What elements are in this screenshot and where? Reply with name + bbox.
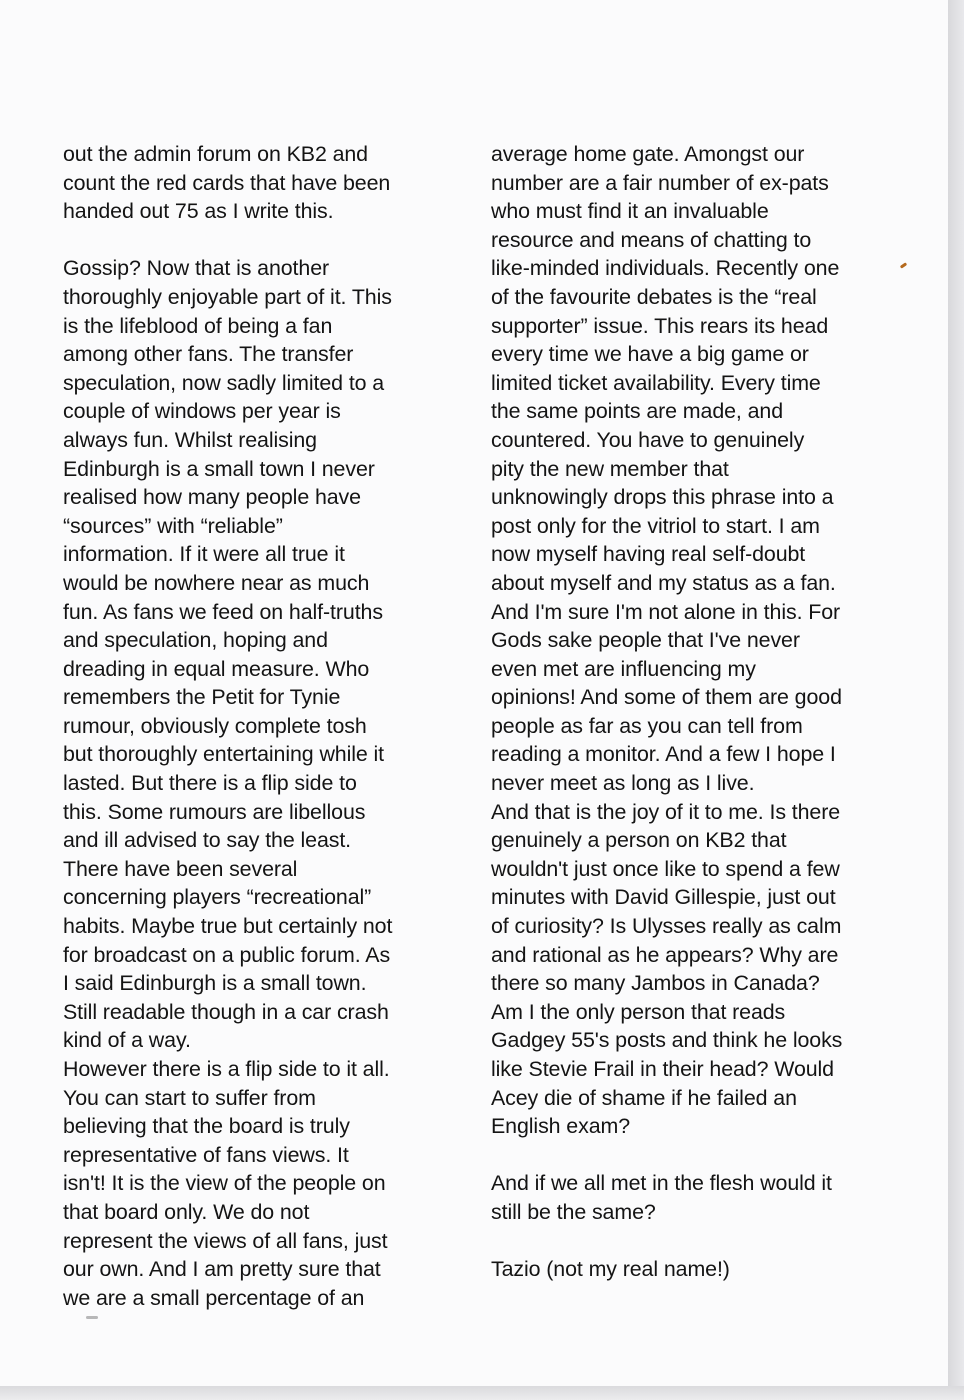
author-signature: Tazio (not my real name!) bbox=[491, 1257, 730, 1282]
text-line: resource and means of chatting to bbox=[491, 227, 812, 252]
text-line: would be nowhere near as much bbox=[63, 570, 370, 595]
text-line: Gossip? Now that is another bbox=[63, 256, 330, 281]
text-line: people as far as you can tell from bbox=[491, 713, 803, 738]
text-line: post only for the vitriol to start. I am bbox=[491, 513, 820, 538]
right-paragraph-2 bbox=[491, 1169, 911, 1226]
text-line: of the favourite debates is the “real bbox=[491, 284, 817, 309]
paper-scuff bbox=[86, 1316, 98, 1319]
text-line: rumour, obviously complete tosh bbox=[63, 713, 367, 738]
left-column bbox=[63, 140, 453, 1312]
text-line: this. Some rumours are libellous bbox=[63, 799, 366, 824]
text-line: but thoroughly entertaining while it bbox=[63, 742, 385, 767]
text-line: Gods sake people that I've never bbox=[491, 628, 800, 653]
text-line: concerning players “recreational” bbox=[63, 885, 372, 910]
text-line: fun. As fans we feed on half-truths bbox=[63, 599, 383, 624]
text-line: handed out 75 as I write this. bbox=[63, 199, 334, 224]
text-line: minutes with David Gillespie, just out bbox=[491, 885, 836, 910]
text-line: represent the views of all fans, just bbox=[63, 1228, 388, 1253]
text-line: And I'm sure I'm not alone in this. For bbox=[491, 599, 841, 624]
text-line: Gadgey 55's posts and think he looks bbox=[491, 1028, 843, 1053]
text-line: now myself having real self-doubt bbox=[491, 542, 806, 567]
right-column bbox=[491, 140, 911, 1284]
text-line: among other fans. The transfer bbox=[63, 342, 354, 367]
page-right-edge bbox=[948, 0, 964, 1400]
text-line: Acey die of shame if he failed an bbox=[491, 1085, 797, 1110]
text-line: Am I the only person that reads bbox=[491, 999, 786, 1024]
paragraph-gap bbox=[491, 1141, 911, 1170]
text-line: English exam? bbox=[491, 1114, 631, 1139]
text-line: wouldn't just once like to spend a few bbox=[491, 856, 840, 881]
paragraph-gap bbox=[491, 1227, 911, 1256]
text-line: You can start to suffer from bbox=[63, 1085, 316, 1110]
text-line: thoroughly enjoyable part of it. This bbox=[63, 284, 392, 309]
text-line: even met are influencing my bbox=[491, 656, 756, 681]
text-line: “sources” with “reliable” bbox=[63, 513, 283, 538]
text-line: realised how many people have bbox=[63, 485, 361, 510]
text-line: there so many Jambos in Canada? bbox=[491, 971, 820, 996]
page-bottom-edge bbox=[0, 1386, 964, 1400]
text-line: isn't! It is the view of the people on bbox=[63, 1171, 386, 1196]
text-line: representative of fans views. It bbox=[63, 1142, 349, 1167]
text-line: is the lifeblood of being a fan bbox=[63, 313, 333, 338]
text-line: about myself and my status as a fan. bbox=[491, 570, 836, 595]
text-line: we are a small percentage of an bbox=[63, 1285, 365, 1310]
text-line: habits. Maybe true but certainly not bbox=[63, 914, 393, 939]
text-line: out the admin forum on KB2 and bbox=[63, 142, 368, 166]
text-line: countered. You have to genuinely bbox=[491, 427, 805, 452]
text-line: that board only. We do not bbox=[63, 1199, 310, 1224]
text-line: who must find it an invaluable bbox=[491, 199, 769, 224]
text-line: like-minded individuals. Recently one bbox=[491, 256, 840, 281]
left-paragraph-2 bbox=[63, 254, 453, 1312]
text-line: Edinburgh is a small town I never bbox=[63, 456, 375, 481]
text-line: opinions! And some of them are good bbox=[491, 685, 842, 710]
text-line: reading a monitor. And a few I hope I bbox=[491, 742, 836, 767]
text-line: of curiosity? Is Ulysses really as calm bbox=[491, 914, 842, 939]
text-line: I said Edinburgh is a small town. bbox=[63, 971, 367, 996]
text-line: always fun. Whilst realising bbox=[63, 427, 317, 452]
text-line: average home gate. Amongst our bbox=[491, 142, 805, 166]
text-line: speculation, now sadly limited to a bbox=[63, 370, 385, 395]
text-line: every time we have a big game or bbox=[491, 342, 809, 367]
text-line: and ill advised to say the least. bbox=[63, 828, 352, 853]
right-paragraph-1 bbox=[491, 140, 911, 1141]
text-line: pity the new member that bbox=[491, 456, 729, 481]
text-line: count the red cards that have been bbox=[63, 170, 391, 195]
text-line: our own. And I am pretty sure that bbox=[63, 1257, 381, 1282]
text-line: believing that the board is truly bbox=[63, 1114, 350, 1139]
text-line: lasted. But there is a flip side to bbox=[63, 771, 357, 796]
text-line: information. If it were all true it bbox=[63, 542, 345, 567]
paragraph-gap bbox=[63, 226, 453, 255]
text-line: and rational as he appears? Why are bbox=[491, 942, 839, 967]
text-line: for broadcast on a public forum. As bbox=[63, 942, 391, 967]
text-line: like Stevie Frail in their head? Would bbox=[491, 1057, 834, 1081]
text-line: unknowingly drops this phrase into a bbox=[491, 485, 834, 510]
text-line: supporter” issue. This rears its head bbox=[491, 313, 829, 338]
text-line: never meet as long as I live. bbox=[491, 771, 755, 796]
text-line: number are a fair number of ex-pats bbox=[491, 170, 829, 195]
text-line: limited ticket availability. Every time bbox=[491, 370, 821, 395]
text-line: remembers the Petit for Tynie bbox=[63, 685, 341, 710]
text-line: the same points are made, and bbox=[491, 399, 783, 424]
text-line: However there is a flip side to it all. bbox=[63, 1057, 390, 1081]
text-line: There have been several bbox=[63, 856, 298, 881]
text-line: dreading in equal measure. Who bbox=[63, 656, 370, 681]
text-line: and speculation, hoping and bbox=[63, 628, 328, 653]
text-line: still be the same? bbox=[491, 1199, 656, 1224]
text-line: couple of windows per year is bbox=[63, 399, 341, 424]
text-line: kind of a way. bbox=[63, 1028, 191, 1053]
left-paragraph-1 bbox=[63, 140, 453, 226]
text-line: And that is the joy of it to me. Is there bbox=[491, 799, 841, 824]
text-line: And if we all met in the flesh would it bbox=[491, 1171, 832, 1196]
text-line: Still readable though in a car crash bbox=[63, 999, 389, 1024]
text-line: genuinely a person on KB2 that bbox=[491, 828, 787, 853]
